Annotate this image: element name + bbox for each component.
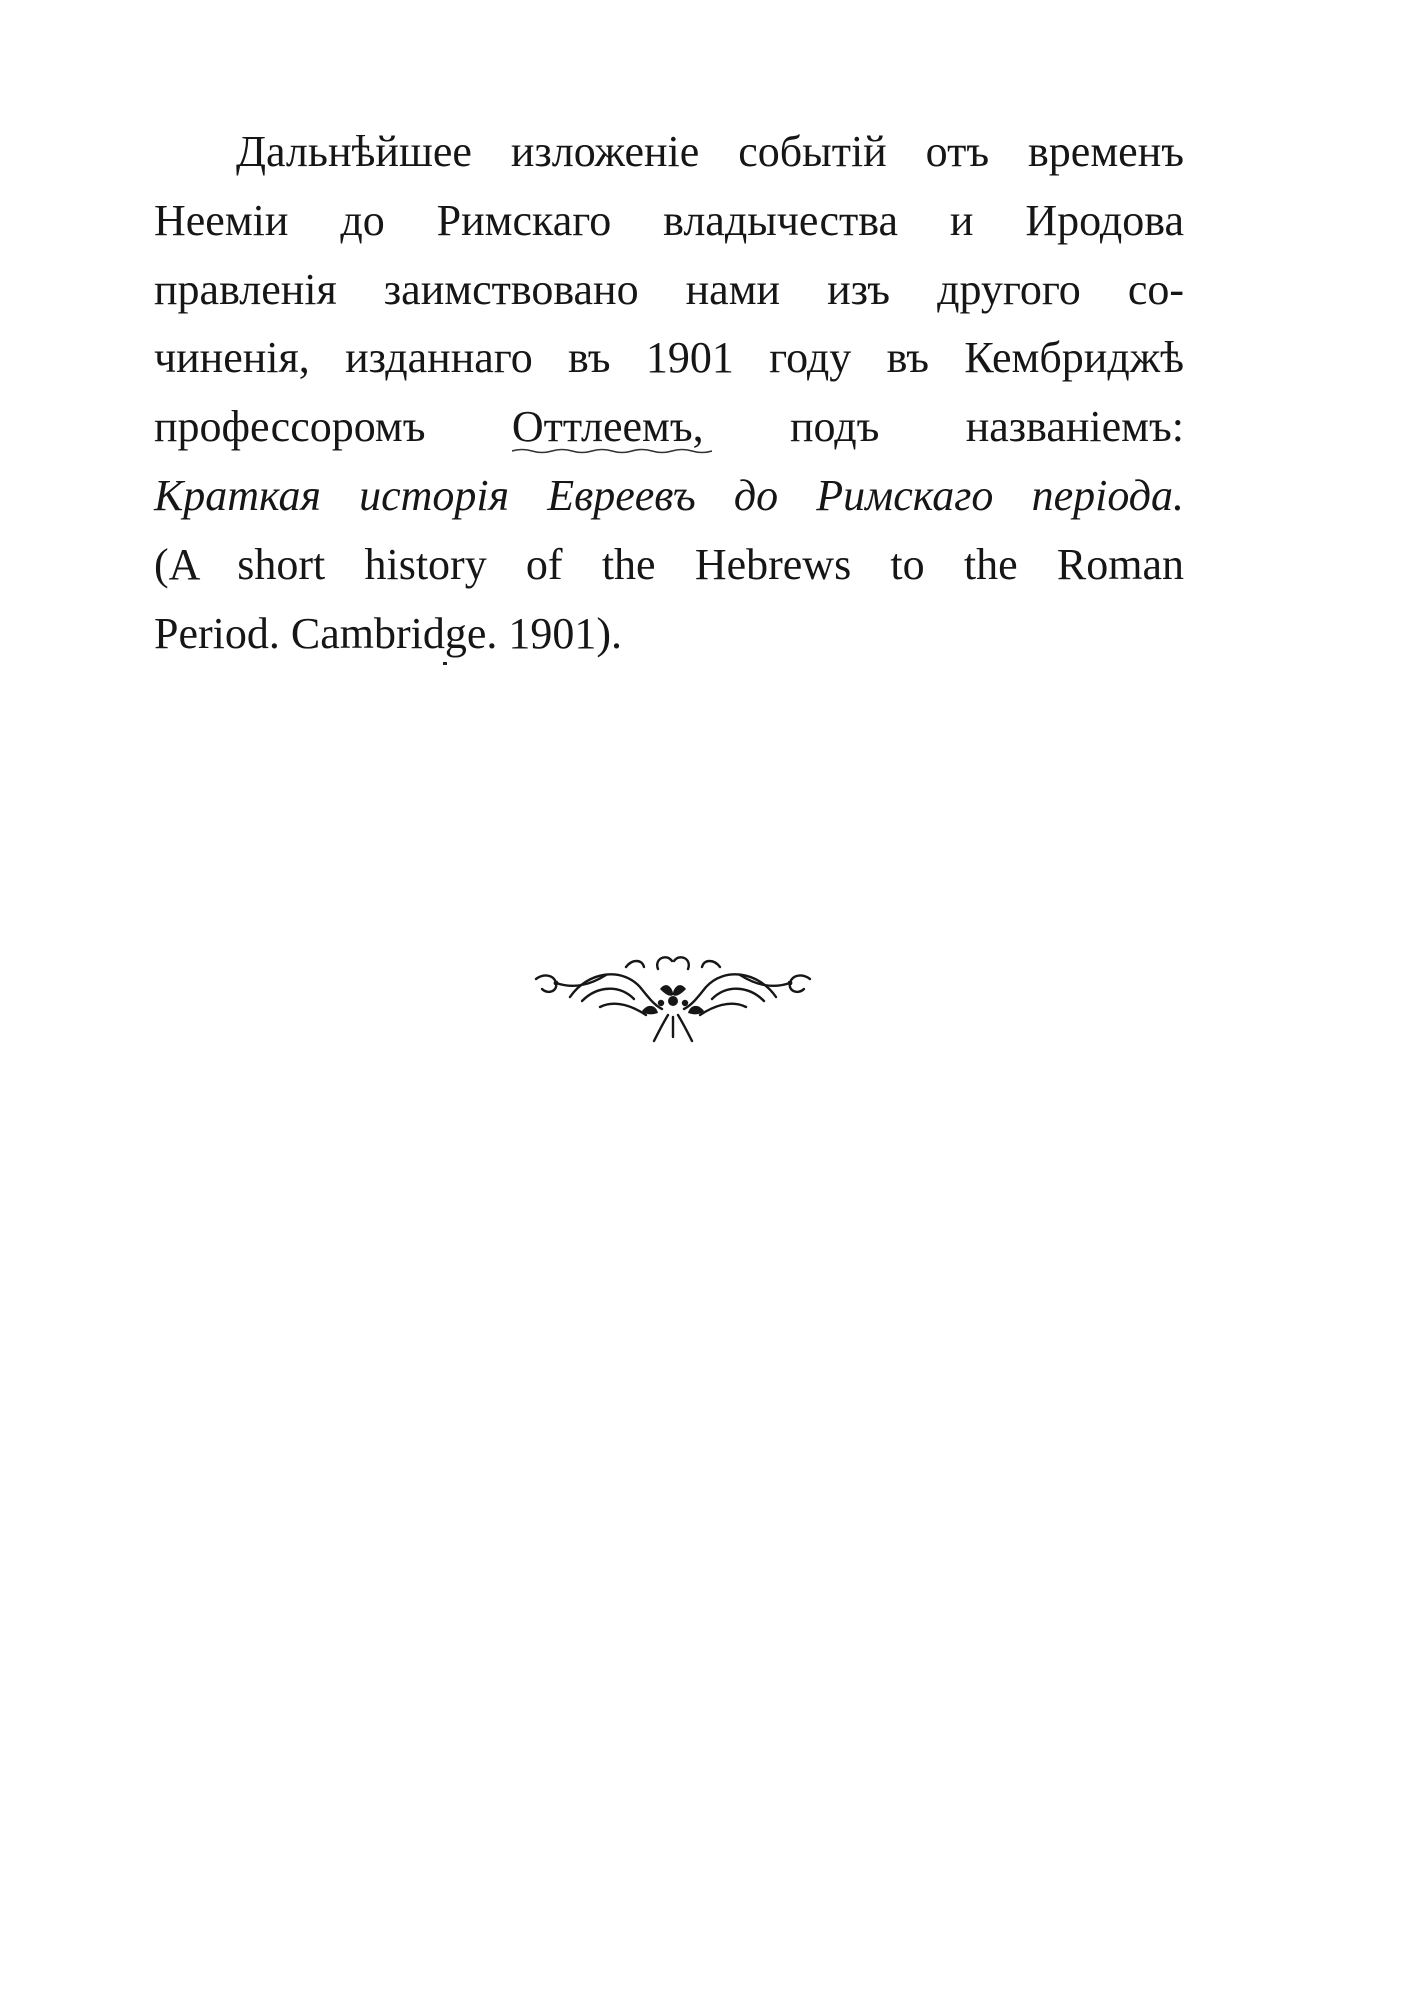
- text-line-2: Нееміи до Римскаго владычества и Иродова: [154, 195, 1184, 245]
- text-line-1: Дальнѣйшее изложеніе событій отъ временъ: [236, 127, 1184, 176]
- text-line-3: правленія заимствовано нами изъ другого со-: [154, 264, 1184, 314]
- floral-vignette-icon: [530, 945, 816, 1045]
- stray-dot: [443, 662, 447, 665]
- author-name-text: Оттлеемъ,: [511, 402, 704, 452]
- author-name: [512, 393, 704, 462]
- book-title-russian: Краткая исторія Евреевъ до Римскаго періода.: [154, 470, 1184, 520]
- word-under: подъ: [789, 402, 880, 452]
- word-titled: названіемъ:: [965, 402, 1185, 452]
- text-line-4: чиненія, изданнаго въ 1901 году въ Кембриджѣ: [154, 333, 1184, 383]
- underline-mark: [512, 447, 712, 455]
- word-professor: профессоромъ: [154, 402, 426, 452]
- publication-info: Period. Cambridge. 1901).: [154, 608, 623, 658]
- text-line-5: [154, 393, 1184, 462]
- paragraph: [154, 118, 1184, 668]
- book-title-english: (A short history of the Hebrews to the Roman: [154, 539, 1184, 589]
